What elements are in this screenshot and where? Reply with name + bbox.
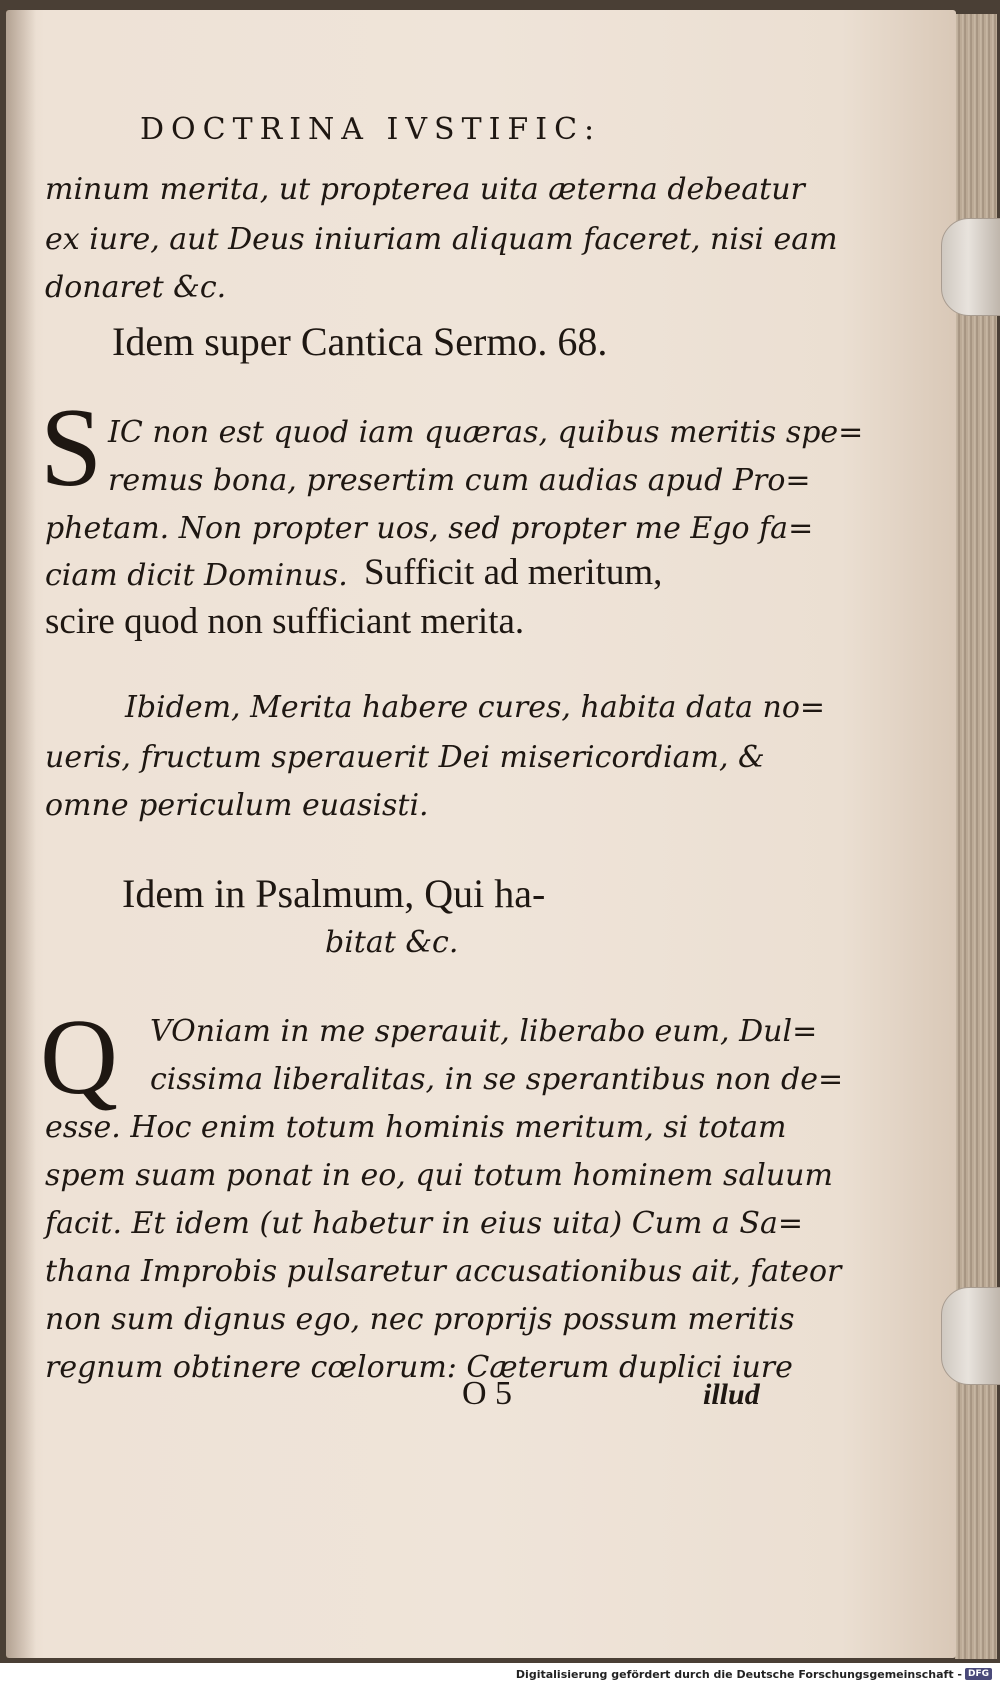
catchword: illud — [703, 1378, 760, 1411]
credit-text: Digitalisierung gefördert durch die Deutsche Forschungsgemeinschaft - — [515, 1667, 962, 1681]
heading-continuation: bitat &c. — [325, 925, 459, 960]
dfg-logo: DFG — [965, 1668, 992, 1680]
spine-shadow — [6, 10, 36, 1658]
text-line: donaret &c. — [45, 270, 227, 305]
roman-text: scire quod non sufficiant merita. — [45, 601, 525, 642]
section-heading: Idem in Psalmum, Qui ha- — [122, 871, 546, 916]
text-line: VOniam in me sperauit, liberabo eum, Dul= — [150, 1014, 818, 1049]
text-line: Ibidem, Merita habere cures, habita data no= — [125, 690, 826, 725]
digitization-credit — [516, 1666, 992, 1682]
text-line: spem suam ponat in eo, qui totum hominem saluum — [45, 1158, 833, 1193]
text-line: remus bona, presertim cum audias apud Pro= — [108, 463, 811, 498]
text-line: IC non est quod iam quæras, quibus meritis spe= — [108, 415, 864, 450]
signature-mark: O 5 — [462, 1375, 513, 1412]
roman-text: Sufficit ad meritum, — [364, 552, 663, 593]
dropcap-q: Q — [40, 998, 118, 1117]
text-line: facit. Et idem (ut habetur in eius uita) Cum a Sa= — [45, 1206, 803, 1241]
page-clip-bottom — [941, 1287, 1000, 1385]
running-head: DOCTRINA IVSTIFIC: — [140, 112, 602, 147]
text-line: ueris, fructum sperauerit Dei misericordiam, & — [45, 740, 765, 775]
text-line: cissima liberalitas, in se sperantibus non de= — [150, 1062, 844, 1097]
text-line: ex iure, aut Deus iniuriam aliquam faceret, nisi eam — [45, 222, 838, 257]
section-heading: Idem super Cantica Sermo. 68. — [112, 319, 608, 364]
dropcap-s: S — [40, 386, 103, 510]
text-line: esse. Hoc enim totum hominis meritum, si totam — [45, 1110, 787, 1145]
text-line: omne periculum euasisti. — [45, 788, 429, 823]
text-line: regnum obtinere cœlorum: Cæterum duplici iure — [45, 1350, 793, 1385]
text-line: non sum dignus ego, nec proprijs possum meritis — [45, 1302, 795, 1337]
text-line: ciam dicit Dominus. — [45, 558, 348, 593]
page-clip-top — [941, 218, 1000, 316]
text-line: thana Improbis pulsaretur accusationibus ait, fateor — [45, 1254, 842, 1289]
text-line: minum merita, ut propterea uita æterna debeatur — [45, 172, 805, 207]
text-line: phetam. Non propter uos, sed propter me Ego fa= — [45, 511, 814, 546]
